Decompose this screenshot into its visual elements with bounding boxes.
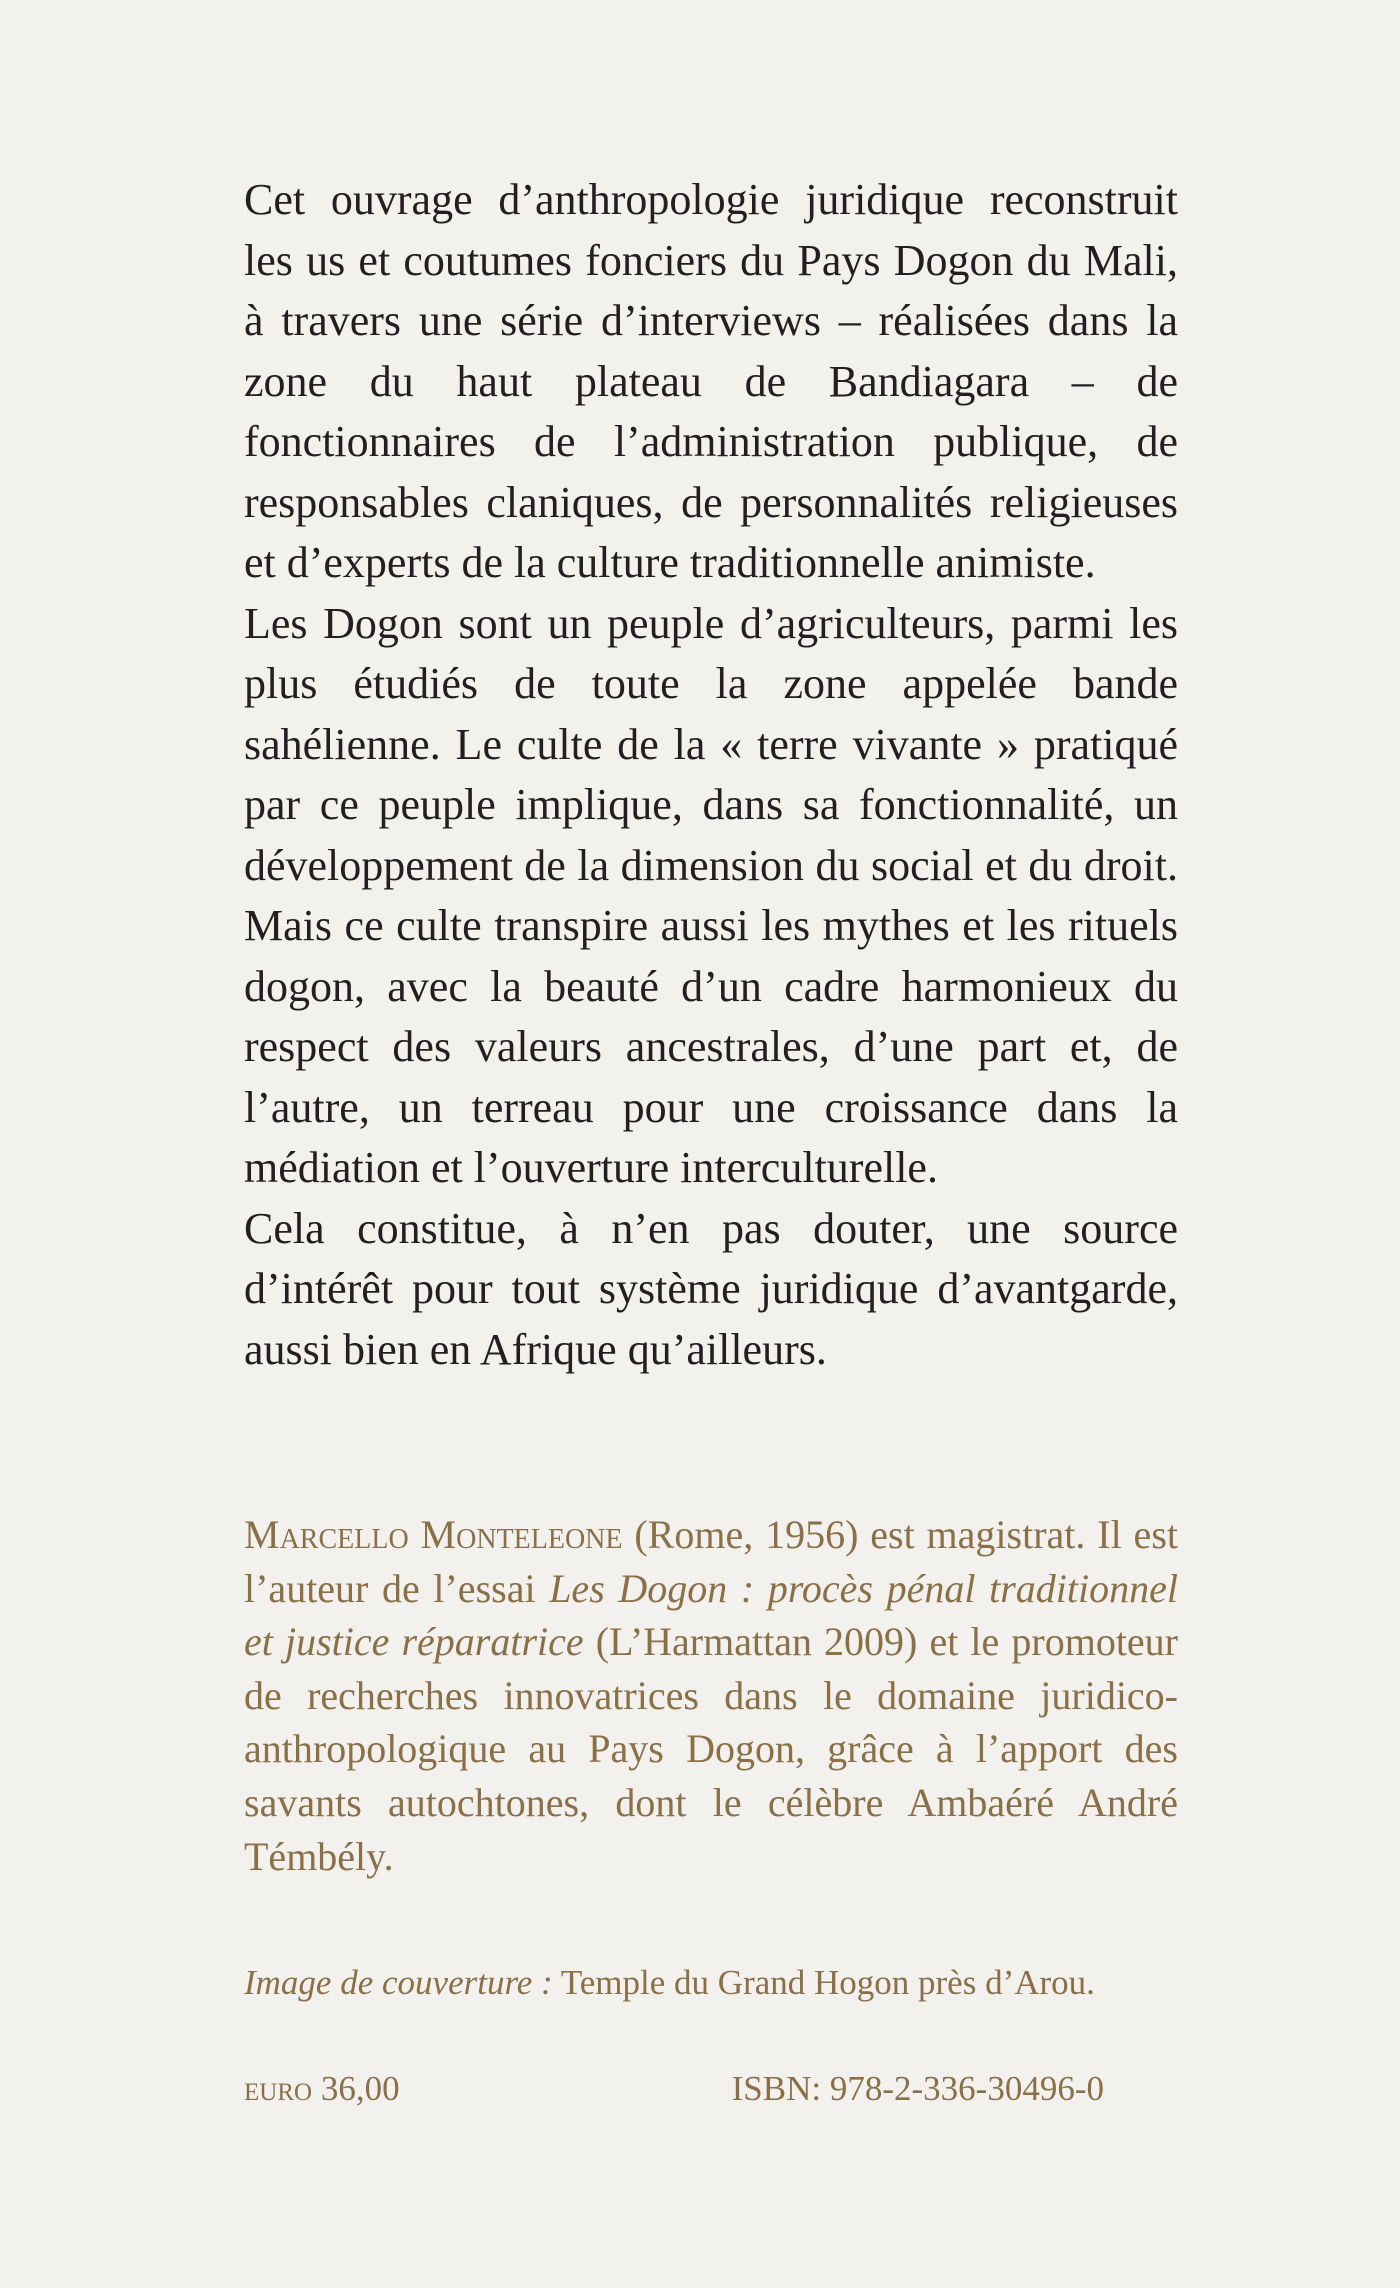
summary-paragraph-3: Cela constitue, à n’en pas douter, une source d’intérêt pour tout système juridique d’avantgarde, aussi bien en Afrique qu’ailleurs. <box>244 1203 1178 1374</box>
author-name: Marcello Monteleone <box>244 1512 623 1557</box>
price-currency: euro <box>244 2069 313 2108</box>
cover-credit-text: Temple du Grand Hogon près d’Arou. <box>552 1963 1095 2002</box>
author-bio <box>244 1508 1178 1883</box>
cover-image-credit <box>244 1960 1178 2006</box>
price-amount: 36,00 <box>312 2069 400 2108</box>
price <box>244 2066 400 2112</box>
book-summary <box>244 170 1178 1380</box>
summary-paragraph-2: Les Dogon sont un peuple d’agriculteurs, parmi les plus étudiés de toute la zone appelée bande sahélienne. Le culte de la « terre vivante » pratiqué par ce peuple implique, dans sa fonctionnalité, un développement de la dimension du social et du droit. Mais ce culte transpire aussi les mythes et les rituels dogon, avec la beauté d’un cadre harmonieux du respect des valeurs ancestrales, d’une part et, de l’autre, un terreau pour une croissance dans la médiation et l’ouverture interculturelle. <box>244 598 1178 1192</box>
cover-credit-label: Image de couverture : <box>244 1963 553 2002</box>
summary-paragraph-1: Cet ouvrage d’anthropologie juridique reconstruit les us et coutumes fonciers du Pays Dogon du Mali, à travers une série d’interviews – réalisées dans la zone du haut plateau de Bandiagara – de fonctionnaires de l’administration publique, de responsables claniques, de personnalités religieuses et d’experts de la culture traditionnelle animiste. <box>244 175 1178 587</box>
essay-title: Les Dogon : procès pénal traditionnel et justice réparatrice <box>244 1565 1178 1665</box>
author-bio-text-1: (Rome, 1956) est magistrat. Il est l’auteur de l’essai <box>244 1512 1178 1611</box>
isbn: ISBN: 978-2-336-30496-0 <box>731 2069 1104 2108</box>
author-bio-text-2: (L’Harmattan 2009) et le promoteur de recherches innovatrices dans le domaine juridico-anthropologique au Pays Dogon, grâce à l’apport des savants autochtones, dont le célèbre Ambaéré André Témbély. <box>244 1619 1179 1879</box>
